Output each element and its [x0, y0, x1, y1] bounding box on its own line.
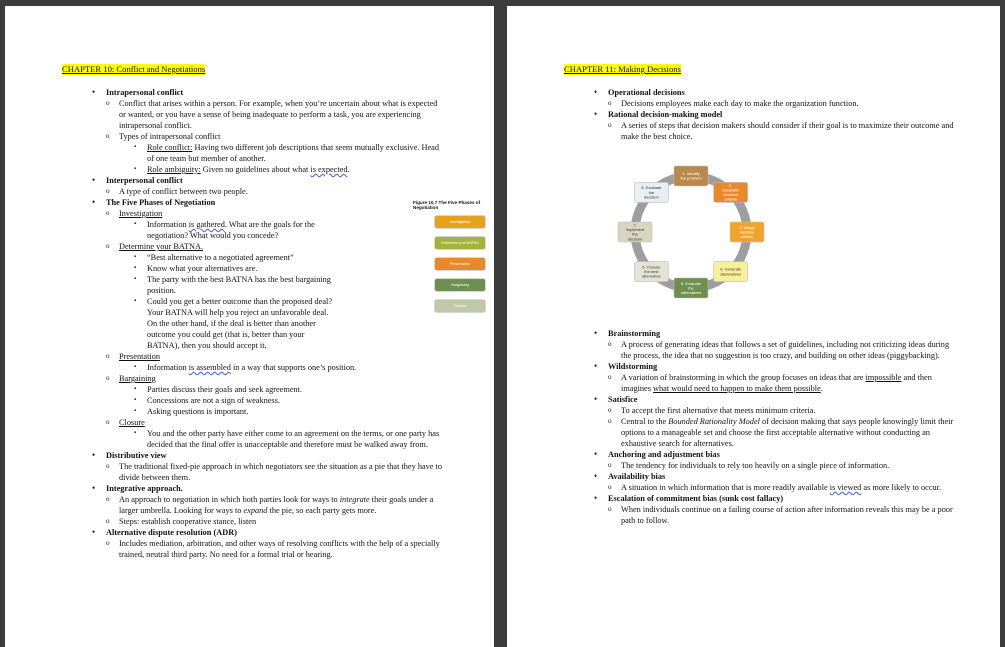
heading-anchoring: Anchoring and adjustment bias [608, 450, 720, 459]
cycle-step [730, 222, 764, 242]
decision-cycle-figure [606, 154, 776, 314]
list-item: ▪ Could you get a better outcome than the proposed deal? Your BATNA will help you reject an unfavorable deal. On the other hand, if the deal is better than another outcome you could get (that is, better than your BATNA), then you should accept it. [119, 296, 332, 351]
list-item [564, 109, 954, 142]
list-item: o A type of conflict between two people. [106, 186, 442, 197]
list-item: o Presentation ▪ Information is assembled in a way that supports one’s position. [106, 351, 442, 373]
heading-operational: Operational decisions [608, 88, 685, 97]
outline [564, 328, 954, 526]
list-item [564, 471, 954, 493]
five-phases-figure [413, 200, 491, 321]
heading-intrapersonal: Intrapersonal conflict [106, 88, 184, 97]
list-item: o Bargaining ▪ Parties discuss their goals and seek agreement. ▪ Concessions are not a sign of weakness. ▪ Asking questions is important. [106, 373, 442, 417]
list-item: o The tendency for individuals to rely too heavily on a single piece of information. [608, 460, 954, 471]
outline [564, 87, 954, 142]
heading-escalation: Escalation of commitment bias (sunk cost fallacy) [608, 494, 784, 503]
phase-box: Presentation [435, 258, 485, 270]
heading-adr: Alternative dispute resolution (ADR) [106, 528, 237, 537]
list-item [62, 483, 442, 527]
heading-integrative: Integrative approach. [106, 484, 183, 493]
cycle-step-label: 8. Evaluate the decision [641, 185, 662, 200]
list-item [62, 175, 442, 197]
list-item: o To accept the first alternative that meets minimum criteria. [608, 405, 954, 416]
heading-satisfice: Satisfice [608, 395, 638, 404]
list-item: o A variation of brainstorming in which the group focuses on ideas that are impossible and then imagines what would need to happen to make them possible. [608, 372, 954, 394]
cycle-step [674, 278, 708, 298]
cycle-step-label: 5. Evaluate the alternatives [680, 280, 702, 295]
list-item: o Determine your BATNA. ▪ “Best alternative to a negotiated agreement” ▪ Know what your alternatives are. ▪ The party with the best BATNA has the best bargaining position. ▪ Could you get a better outcome than the proposed deal? Your BATNA will help you reject an unfavorable deal. On the other hand, if the deal is better than another outcome you could get (that is, better than your BATNA), then you should accept it. [106, 241, 332, 351]
list-item: ▪ Role ambiguity: Given no guidelines about what is expected. [119, 164, 442, 175]
list-item: ▪ Information is assembled in a way that supports one’s position. [119, 362, 442, 373]
heading-rational: Rational decision-making model [608, 110, 723, 119]
list-item: o Investigation ▪ Information is gathered. What are the goals for the negotiation? What would you concede? [106, 208, 332, 241]
list-item: ▪ The party with the best BATNA has the best bargaining position. [119, 274, 332, 296]
phase-box: Bargaining [435, 279, 485, 291]
list-item: ▪ “Best alternative to a negotiated agreement” [119, 252, 332, 263]
list-item: o A process of generating ideas that follows a set of guidelines, including not criticizing ideas during the process, the idea that no suggestion is too crazy, and building on other ideas (piggybacking). [608, 339, 954, 361]
heading-wildstorming: Wildstorming [608, 362, 658, 371]
cycle-step-label: 3. Weigh decision criteria [739, 224, 755, 239]
list-item: o Types of intrapersonal conflict ▪ Role conflict: Having two different job descriptions that seem mutually exclusive. Head of one team but member of another. ▪ Role ambiguity: Given no guidelines about what is expected. [106, 131, 442, 175]
list-item: o Conflict that arises within a person. For example, when you’re uncertain about what is expected or wanted, or you have a sense of being inadequate to perform a task, you are experiencing intrapersonal conflict. [106, 98, 442, 131]
list-item: ▪ You and the other party have either come to an agreement on the terms, or one party has decided that the final offer is unacceptable and therefore must be walked away from. [119, 428, 442, 450]
phase-box: Closure [435, 300, 485, 312]
list-item: o Decisions employees make each day to make the organization function. [608, 98, 954, 109]
cycle-step [634, 262, 668, 282]
list-item: ▪ Concessions are not a sign of weakness. [119, 395, 442, 406]
heading-brainstorming: Brainstorming [608, 329, 661, 338]
list-item: o Includes mediation, arbitration, and other ways of resolving conflicts with the help of a specially trained, neutral third party. No need for a formal trial or hearing. [106, 538, 442, 560]
list-item: o A series of steps that decision makers should consider if their goal is to maximize their outcome and make the best choice. [608, 120, 954, 142]
list-item [62, 197, 442, 450]
cycle-step-label: 7. Implement the decision [625, 222, 645, 242]
list-item [62, 450, 442, 483]
list-item [564, 328, 954, 361]
heading-interpersonal: Interpersonal conflict [106, 176, 183, 185]
list-item: o The traditional fixed-pie approach in which negotiators see the situation as a pie that they have to divide between them. [106, 461, 442, 483]
list-item: o When individuals continue on a failing course of action after information reveals this may be a poor path to follow. [608, 504, 954, 526]
list-item [564, 449, 954, 471]
list-item [62, 87, 442, 175]
cycle-step [714, 262, 748, 282]
cycle-step-label: 4. Generate alternatives [720, 266, 742, 277]
page-content [62, 64, 442, 560]
cycle-step-label: 1. Identify the problem [680, 171, 702, 181]
list-item: ▪ Role conflict: Having two different job descriptions that seem mutually exclusive. Head of one team but member of another. [119, 142, 442, 164]
heading-availability: Availability bias [608, 472, 666, 481]
list-item [62, 527, 442, 560]
list-item: ▪ Asking questions is important. [119, 406, 442, 417]
cycle-step [634, 182, 668, 202]
figure-caption: Figure 10.7 The Five Phases of Negotiation [413, 200, 481, 211]
list-item: o A situation in which information that is more readily available is viewed as more likely to occur. [608, 482, 954, 493]
phase-box: Investigation [435, 216, 485, 228]
list-item [564, 87, 954, 109]
cycle-step-label: 2. Establish decision criteria [722, 182, 739, 202]
outline [62, 87, 442, 560]
cycle-step-label: 6. Choose the best alternative [642, 264, 661, 279]
list-item [564, 361, 954, 394]
chapter-title: CHAPTER 11: Making Decisions [564, 64, 681, 74]
list-item: o An approach to negotiation in which both parties look for ways to integrate their goals under a larger umbrella. Looking for ways to expand the pie, so each party gets more. [106, 494, 442, 516]
heading-five-phases: The Five Phases of Negotiation [106, 198, 216, 207]
list-item [564, 493, 954, 526]
document-page-left [5, 6, 494, 647]
list-item: ▪ Know what your alternatives are. [119, 263, 332, 274]
list-item: ▪ Parties discuss their goals and seek agreement. [119, 384, 442, 395]
chapter-title: CHAPTER 10: Conflict and Negotiations [62, 64, 206, 74]
cycle-step [674, 166, 708, 186]
heading-distributive: Distributive view [106, 451, 167, 460]
list-item: ▪ Information is gathered. What are the goals for the negotiation? What would you concede? [119, 219, 332, 241]
cycle-step [618, 222, 652, 242]
cycle-step [714, 182, 748, 202]
list-item [564, 394, 954, 449]
list-item: o Central to the Bounded Rationality Model of decision making that says people knowingly limit their options to a manageable set and choose the first acceptable alternative without conducting an exhaustive search for alternatives. [608, 416, 954, 449]
phase-box: Determine your BATNA [435, 237, 485, 249]
document-page-right [507, 6, 1000, 647]
list-item: o Steps: establish cooperative stance, listen [106, 516, 442, 527]
list-item: o Closure ▪ You and the other party have either come to an agreement on the terms, or one party has decided that the final offer is unacceptable and therefore must be walked away from. [106, 417, 442, 450]
